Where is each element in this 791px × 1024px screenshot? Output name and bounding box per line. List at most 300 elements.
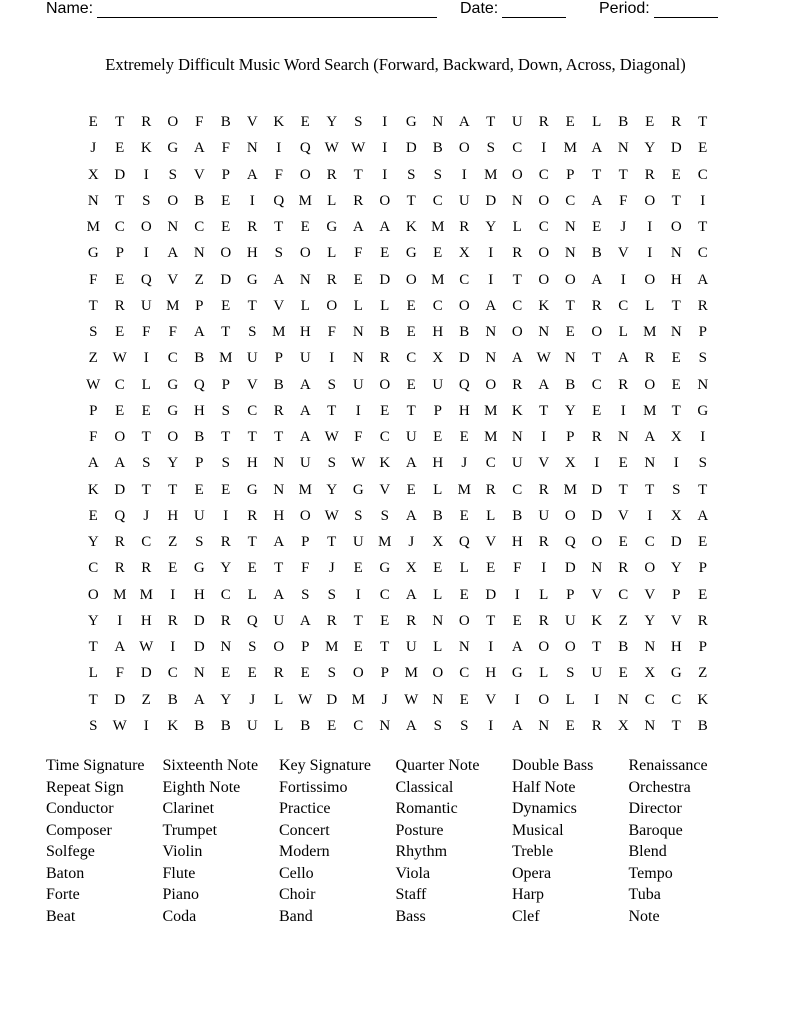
- grid-letter[interactable]: R: [273, 665, 284, 682]
- grid-letter[interactable]: P: [698, 639, 707, 656]
- grid-letter[interactable]: Z: [88, 350, 98, 367]
- grid-letter[interactable]: E: [565, 114, 575, 131]
- grid-letter[interactable]: N: [379, 717, 391, 734]
- grid-letter[interactable]: J: [461, 455, 468, 472]
- grid-letter[interactable]: I: [143, 245, 149, 262]
- grid-letter[interactable]: C: [459, 665, 470, 682]
- grid-letter[interactable]: V: [193, 166, 205, 183]
- date-blank-line[interactable]: [502, 3, 566, 18]
- grid-letter[interactable]: I: [647, 507, 653, 524]
- grid-letter[interactable]: C: [247, 402, 258, 419]
- grid-letter[interactable]: W: [324, 429, 339, 446]
- grid-letter[interactable]: P: [301, 534, 310, 551]
- grid-letter[interactable]: N: [246, 140, 258, 157]
- grid-letter[interactable]: T: [406, 192, 416, 209]
- grid-letter[interactable]: A: [273, 271, 285, 288]
- grid-letter[interactable]: N: [617, 140, 629, 157]
- grid-letter[interactable]: P: [221, 376, 230, 393]
- grid-letter[interactable]: B: [220, 717, 231, 734]
- grid-letter[interactable]: D: [591, 507, 603, 524]
- grid-letter[interactable]: L: [274, 717, 284, 734]
- grid-letter[interactable]: C: [565, 192, 576, 209]
- grid-letter[interactable]: T: [671, 192, 681, 209]
- grid-letter[interactable]: E: [459, 507, 469, 524]
- grid-letter[interactable]: C: [194, 219, 205, 236]
- grid-letter[interactable]: L: [141, 376, 151, 393]
- grid-letter[interactable]: E: [300, 219, 310, 236]
- grid-letter[interactable]: U: [299, 455, 311, 472]
- grid-letter[interactable]: C: [114, 376, 125, 393]
- grid-letter[interactable]: R: [247, 219, 258, 236]
- grid-letter[interactable]: R: [538, 612, 549, 629]
- grid-letter[interactable]: D: [591, 481, 603, 498]
- grid-letter[interactable]: T: [698, 114, 708, 131]
- grid-letter[interactable]: A: [379, 219, 391, 236]
- grid-letter[interactable]: V: [644, 586, 656, 603]
- grid-letter[interactable]: U: [405, 429, 417, 446]
- grid-letter[interactable]: L: [512, 219, 522, 236]
- grid-letter[interactable]: Q: [564, 534, 576, 551]
- grid-letter[interactable]: N: [538, 324, 550, 341]
- grid-letter[interactable]: Z: [698, 665, 708, 682]
- grid-letter[interactable]: S: [698, 455, 707, 472]
- grid-letter[interactable]: G: [405, 114, 417, 131]
- grid-letter[interactable]: C: [671, 691, 682, 708]
- grid-letter[interactable]: F: [274, 166, 283, 183]
- grid-letter[interactable]: N: [591, 560, 603, 577]
- grid-letter[interactable]: C: [644, 534, 655, 551]
- grid-letter[interactable]: Y: [644, 140, 656, 157]
- grid-letter[interactable]: M: [378, 534, 392, 551]
- grid-letter[interactable]: D: [220, 271, 232, 288]
- grid-letter[interactable]: I: [488, 271, 494, 288]
- grid-letter[interactable]: U: [511, 114, 523, 131]
- grid-letter[interactable]: S: [221, 402, 230, 419]
- grid-letter[interactable]: T: [88, 691, 98, 708]
- grid-letter[interactable]: Z: [618, 612, 628, 629]
- grid-letter[interactable]: A: [405, 586, 417, 603]
- grid-letter[interactable]: N: [617, 691, 629, 708]
- grid-letter[interactable]: M: [298, 192, 312, 209]
- grid-letter[interactable]: C: [379, 586, 390, 603]
- grid-letter[interactable]: Y: [220, 560, 232, 577]
- grid-letter[interactable]: C: [512, 297, 523, 314]
- grid-letter[interactable]: T: [88, 639, 98, 656]
- grid-letter[interactable]: U: [405, 639, 417, 656]
- grid-letter[interactable]: T: [380, 639, 390, 656]
- grid-letter[interactable]: C: [88, 560, 99, 577]
- grid-letter[interactable]: I: [276, 140, 282, 157]
- grid-letter[interactable]: L: [300, 297, 310, 314]
- grid-letter[interactable]: N: [193, 245, 205, 262]
- grid-letter[interactable]: I: [541, 140, 547, 157]
- grid-letter[interactable]: L: [433, 481, 443, 498]
- grid-letter[interactable]: M: [404, 665, 418, 682]
- grid-letter[interactable]: I: [143, 166, 149, 183]
- grid-letter[interactable]: Q: [458, 534, 470, 551]
- grid-letter[interactable]: N: [644, 639, 656, 656]
- grid-letter[interactable]: N: [511, 429, 523, 446]
- grid-letter[interactable]: R: [326, 271, 337, 288]
- grid-letter[interactable]: V: [617, 245, 629, 262]
- grid-letter[interactable]: E: [247, 665, 257, 682]
- grid-letter[interactable]: I: [647, 245, 653, 262]
- grid-letter[interactable]: O: [432, 665, 444, 682]
- grid-letter[interactable]: E: [406, 481, 416, 498]
- grid-letter[interactable]: C: [697, 166, 708, 183]
- grid-letter[interactable]: H: [511, 534, 523, 551]
- grid-letter[interactable]: C: [485, 455, 496, 472]
- grid-letter[interactable]: T: [353, 612, 363, 629]
- grid-letter[interactable]: I: [514, 691, 520, 708]
- grid-letter[interactable]: O: [591, 534, 603, 551]
- grid-letter[interactable]: E: [380, 245, 390, 262]
- grid-letter[interactable]: U: [140, 297, 152, 314]
- grid-letter[interactable]: N: [564, 245, 576, 262]
- grid-letter[interactable]: E: [353, 560, 363, 577]
- grid-letter[interactable]: U: [591, 665, 603, 682]
- grid-letter[interactable]: F: [195, 114, 204, 131]
- grid-letter[interactable]: R: [644, 350, 655, 367]
- grid-letter[interactable]: A: [591, 192, 603, 209]
- grid-letter[interactable]: A: [246, 166, 258, 183]
- grid-letter[interactable]: I: [673, 455, 679, 472]
- grid-letter[interactable]: W: [298, 691, 313, 708]
- grid-letter[interactable]: R: [697, 297, 708, 314]
- grid-letter[interactable]: E: [618, 665, 628, 682]
- grid-letter[interactable]: E: [698, 140, 708, 157]
- grid-letter[interactable]: E: [433, 429, 443, 446]
- grid-letter[interactable]: R: [591, 717, 602, 734]
- grid-letter[interactable]: B: [565, 376, 576, 393]
- grid-letter[interactable]: X: [617, 717, 629, 734]
- grid-letter[interactable]: L: [618, 324, 628, 341]
- grid-letter[interactable]: H: [246, 455, 258, 472]
- grid-letter[interactable]: E: [168, 560, 178, 577]
- grid-letter[interactable]: O: [564, 507, 576, 524]
- grid-letter[interactable]: O: [87, 586, 99, 603]
- grid-letter[interactable]: R: [644, 166, 655, 183]
- grid-letter[interactable]: E: [671, 166, 681, 183]
- grid-letter[interactable]: E: [486, 560, 496, 577]
- grid-letter[interactable]: O: [644, 376, 656, 393]
- grid-letter[interactable]: I: [514, 586, 520, 603]
- grid-letter[interactable]: R: [538, 481, 549, 498]
- grid-letter[interactable]: N: [697, 376, 709, 393]
- grid-letter[interactable]: I: [170, 586, 176, 603]
- grid-letter[interactable]: T: [115, 192, 125, 209]
- grid-letter[interactable]: N: [644, 717, 656, 734]
- grid-letter[interactable]: I: [620, 271, 626, 288]
- grid-letter[interactable]: J: [249, 691, 256, 708]
- grid-letter[interactable]: S: [142, 192, 151, 209]
- grid-letter[interactable]: L: [247, 586, 257, 603]
- grid-letter[interactable]: U: [246, 350, 258, 367]
- grid-letter[interactable]: A: [87, 455, 99, 472]
- grid-letter[interactable]: I: [143, 350, 149, 367]
- grid-letter[interactable]: I: [143, 717, 149, 734]
- grid-letter[interactable]: T: [115, 114, 125, 131]
- grid-letter[interactable]: G: [405, 245, 417, 262]
- grid-letter[interactable]: P: [698, 324, 707, 341]
- grid-letter[interactable]: N: [432, 691, 444, 708]
- grid-letter[interactable]: T: [247, 534, 257, 551]
- grid-letter[interactable]: H: [458, 402, 470, 419]
- grid-letter[interactable]: E: [115, 271, 125, 288]
- grid-letter[interactable]: K: [591, 612, 603, 629]
- grid-letter[interactable]: C: [432, 297, 443, 314]
- grid-letter[interactable]: I: [488, 639, 494, 656]
- grid-letter[interactable]: B: [194, 350, 205, 367]
- grid-letter[interactable]: C: [167, 665, 178, 682]
- grid-letter[interactable]: I: [117, 612, 123, 629]
- grid-letter[interactable]: D: [458, 350, 470, 367]
- grid-letter[interactable]: C: [591, 376, 602, 393]
- grid-letter[interactable]: R: [247, 507, 258, 524]
- grid-letter[interactable]: M: [643, 402, 657, 419]
- grid-letter[interactable]: C: [167, 350, 178, 367]
- grid-letter[interactable]: G: [193, 560, 205, 577]
- grid-letter[interactable]: N: [670, 324, 682, 341]
- grid-letter[interactable]: O: [114, 429, 126, 446]
- grid-letter[interactable]: R: [326, 166, 337, 183]
- grid-letter[interactable]: M: [484, 166, 498, 183]
- period-field[interactable]: [599, 0, 718, 18]
- grid-letter[interactable]: N: [458, 639, 470, 656]
- grid-letter[interactable]: Q: [458, 376, 470, 393]
- grid-letter[interactable]: U: [564, 612, 576, 629]
- grid-letter[interactable]: O: [273, 639, 285, 656]
- grid-letter[interactable]: S: [248, 639, 257, 656]
- grid-letter[interactable]: G: [697, 402, 709, 419]
- grid-letter[interactable]: D: [405, 140, 417, 157]
- grid-letter[interactable]: A: [511, 639, 523, 656]
- grid-letter[interactable]: X: [644, 665, 656, 682]
- grid-letter[interactable]: D: [379, 271, 391, 288]
- grid-letter[interactable]: P: [566, 586, 575, 603]
- grid-letter[interactable]: E: [221, 665, 231, 682]
- grid-letter[interactable]: B: [194, 717, 205, 734]
- grid-letter[interactable]: R: [591, 297, 602, 314]
- grid-letter[interactable]: P: [221, 166, 230, 183]
- grid-letter[interactable]: R: [220, 612, 231, 629]
- grid-letter[interactable]: E: [300, 114, 310, 131]
- grid-letter[interactable]: E: [618, 534, 628, 551]
- grid-letter[interactable]: T: [698, 481, 708, 498]
- grid-letter[interactable]: Y: [485, 219, 497, 236]
- grid-letter[interactable]: N: [432, 612, 444, 629]
- grid-letter[interactable]: M: [219, 350, 233, 367]
- grid-letter[interactable]: M: [431, 219, 445, 236]
- grid-letter[interactable]: E: [406, 297, 416, 314]
- grid-letter[interactable]: X: [432, 534, 444, 551]
- grid-letter[interactable]: O: [220, 245, 232, 262]
- grid-letter[interactable]: G: [167, 140, 179, 157]
- grid-letter[interactable]: A: [167, 245, 179, 262]
- grid-letter[interactable]: E: [141, 402, 151, 419]
- grid-letter[interactable]: D: [670, 534, 682, 551]
- grid-letter[interactable]: S: [195, 534, 204, 551]
- grid-letter[interactable]: Z: [141, 691, 151, 708]
- grid-letter[interactable]: M: [86, 219, 100, 236]
- grid-letter[interactable]: A: [697, 507, 709, 524]
- grid-letter[interactable]: N: [167, 219, 179, 236]
- grid-letter[interactable]: R: [406, 612, 417, 629]
- grid-letter[interactable]: E: [459, 429, 469, 446]
- grid-letter[interactable]: D: [670, 140, 682, 157]
- grid-letter[interactable]: T: [274, 560, 284, 577]
- grid-letter[interactable]: C: [114, 219, 125, 236]
- grid-letter[interactable]: S: [274, 245, 283, 262]
- grid-letter[interactable]: I: [355, 402, 361, 419]
- grid-letter[interactable]: E: [300, 665, 310, 682]
- grid-letter[interactable]: Z: [168, 534, 178, 551]
- grid-letter[interactable]: C: [538, 166, 549, 183]
- grid-letter[interactable]: I: [594, 455, 600, 472]
- grid-letter[interactable]: E: [592, 402, 602, 419]
- grid-letter[interactable]: R: [697, 612, 708, 629]
- grid-letter[interactable]: S: [248, 324, 257, 341]
- grid-letter[interactable]: H: [246, 245, 258, 262]
- grid-letter[interactable]: E: [353, 639, 363, 656]
- grid-letter[interactable]: I: [594, 691, 600, 708]
- grid-letter[interactable]: N: [87, 192, 99, 209]
- grid-letter[interactable]: S: [380, 507, 389, 524]
- grid-letter[interactable]: E: [645, 114, 655, 131]
- grid-letter[interactable]: L: [592, 114, 602, 131]
- grid-letter[interactable]: O: [140, 219, 152, 236]
- grid-letter[interactable]: G: [326, 219, 338, 236]
- grid-letter[interactable]: S: [327, 455, 336, 472]
- grid-letter[interactable]: W: [404, 691, 419, 708]
- grid-letter[interactable]: R: [591, 429, 602, 446]
- grid-letter[interactable]: P: [380, 665, 389, 682]
- grid-letter[interactable]: R: [618, 560, 629, 577]
- grid-letter[interactable]: M: [139, 586, 153, 603]
- grid-letter[interactable]: B: [194, 192, 205, 209]
- grid-letter[interactable]: I: [355, 586, 361, 603]
- grid-letter[interactable]: H: [167, 507, 179, 524]
- grid-letter[interactable]: G: [87, 245, 99, 262]
- grid-letter[interactable]: V: [485, 534, 497, 551]
- grid-letter[interactable]: R: [379, 350, 390, 367]
- grid-letter[interactable]: X: [670, 507, 682, 524]
- grid-letter[interactable]: C: [618, 297, 629, 314]
- grid-letter[interactable]: D: [564, 560, 576, 577]
- grid-letter[interactable]: N: [193, 665, 205, 682]
- grid-letter[interactable]: A: [617, 350, 629, 367]
- grid-letter[interactable]: E: [592, 219, 602, 236]
- grid-letter[interactable]: R: [512, 245, 523, 262]
- grid-letter[interactable]: O: [538, 192, 550, 209]
- grid-letter[interactable]: T: [327, 534, 337, 551]
- grid-letter[interactable]: D: [485, 192, 497, 209]
- grid-letter[interactable]: O: [167, 429, 179, 446]
- grid-letter[interactable]: M: [298, 481, 312, 498]
- grid-letter[interactable]: T: [353, 166, 363, 183]
- grid-letter[interactable]: N: [352, 350, 364, 367]
- grid-letter[interactable]: O: [538, 271, 550, 288]
- grid-letter[interactable]: D: [193, 612, 205, 629]
- grid-letter[interactable]: C: [644, 691, 655, 708]
- grid-letter[interactable]: X: [458, 245, 470, 262]
- grid-letter[interactable]: X: [87, 166, 99, 183]
- grid-letter[interactable]: R: [671, 114, 682, 131]
- grid-letter[interactable]: G: [379, 560, 391, 577]
- grid-letter[interactable]: T: [168, 481, 178, 498]
- grid-letter[interactable]: Q: [114, 507, 126, 524]
- grid-letter[interactable]: C: [406, 350, 417, 367]
- grid-letter[interactable]: X: [432, 350, 444, 367]
- grid-letter[interactable]: M: [484, 429, 498, 446]
- grid-letter[interactable]: B: [273, 376, 284, 393]
- grid-letter[interactable]: M: [325, 639, 339, 656]
- grid-letter[interactable]: E: [671, 376, 681, 393]
- grid-letter[interactable]: W: [86, 376, 101, 393]
- grid-letter[interactable]: O: [564, 271, 576, 288]
- grid-letter[interactable]: Q: [246, 612, 258, 629]
- grid-letter[interactable]: H: [140, 612, 152, 629]
- grid-letter[interactable]: B: [512, 507, 523, 524]
- grid-letter[interactable]: F: [89, 271, 98, 288]
- grid-letter[interactable]: T: [327, 402, 337, 419]
- grid-letter[interactable]: L: [274, 691, 284, 708]
- grid-letter[interactable]: E: [221, 192, 231, 209]
- grid-letter[interactable]: S: [327, 665, 336, 682]
- grid-letter[interactable]: F: [327, 324, 336, 341]
- grid-letter[interactable]: T: [565, 297, 575, 314]
- grid-letter[interactable]: E: [88, 114, 98, 131]
- grid-letter[interactable]: C: [379, 429, 390, 446]
- grid-letter[interactable]: S: [168, 166, 177, 183]
- grid-letter[interactable]: N: [220, 639, 232, 656]
- grid-letter[interactable]: S: [354, 507, 363, 524]
- grid-letter[interactable]: B: [300, 717, 311, 734]
- grid-letter[interactable]: B: [432, 140, 443, 157]
- grid-letter[interactable]: I: [223, 507, 229, 524]
- grid-letter[interactable]: L: [433, 639, 443, 656]
- grid-letter[interactable]: B: [379, 324, 390, 341]
- grid-letter[interactable]: J: [143, 507, 150, 524]
- grid-letter[interactable]: Y: [564, 402, 576, 419]
- grid-letter[interactable]: I: [488, 245, 494, 262]
- grid-letter[interactable]: R: [114, 297, 125, 314]
- grid-letter[interactable]: T: [141, 481, 151, 498]
- grid-letter[interactable]: N: [644, 455, 656, 472]
- grid-letter[interactable]: Y: [220, 691, 232, 708]
- grid-letter[interactable]: U: [538, 507, 550, 524]
- grid-letter[interactable]: A: [299, 429, 311, 446]
- grid-letter[interactable]: H: [432, 455, 444, 472]
- grid-letter[interactable]: R: [538, 534, 549, 551]
- grid-letter[interactable]: K: [167, 717, 179, 734]
- grid-letter[interactable]: R: [141, 560, 152, 577]
- grid-letter[interactable]: A: [299, 376, 311, 393]
- grid-letter[interactable]: C: [512, 481, 523, 498]
- grid-letter[interactable]: E: [618, 455, 628, 472]
- grid-letter[interactable]: O: [591, 324, 603, 341]
- grid-letter[interactable]: P: [672, 586, 681, 603]
- grid-letter[interactable]: V: [246, 114, 258, 131]
- grid-letter[interactable]: B: [459, 324, 470, 341]
- grid-letter[interactable]: C: [697, 245, 708, 262]
- grid-letter[interactable]: T: [592, 639, 602, 656]
- grid-letter[interactable]: L: [433, 586, 443, 603]
- grid-letter[interactable]: O: [564, 639, 576, 656]
- grid-letter[interactable]: C: [432, 192, 443, 209]
- grid-letter[interactable]: T: [406, 402, 416, 419]
- grid-letter[interactable]: G: [670, 665, 682, 682]
